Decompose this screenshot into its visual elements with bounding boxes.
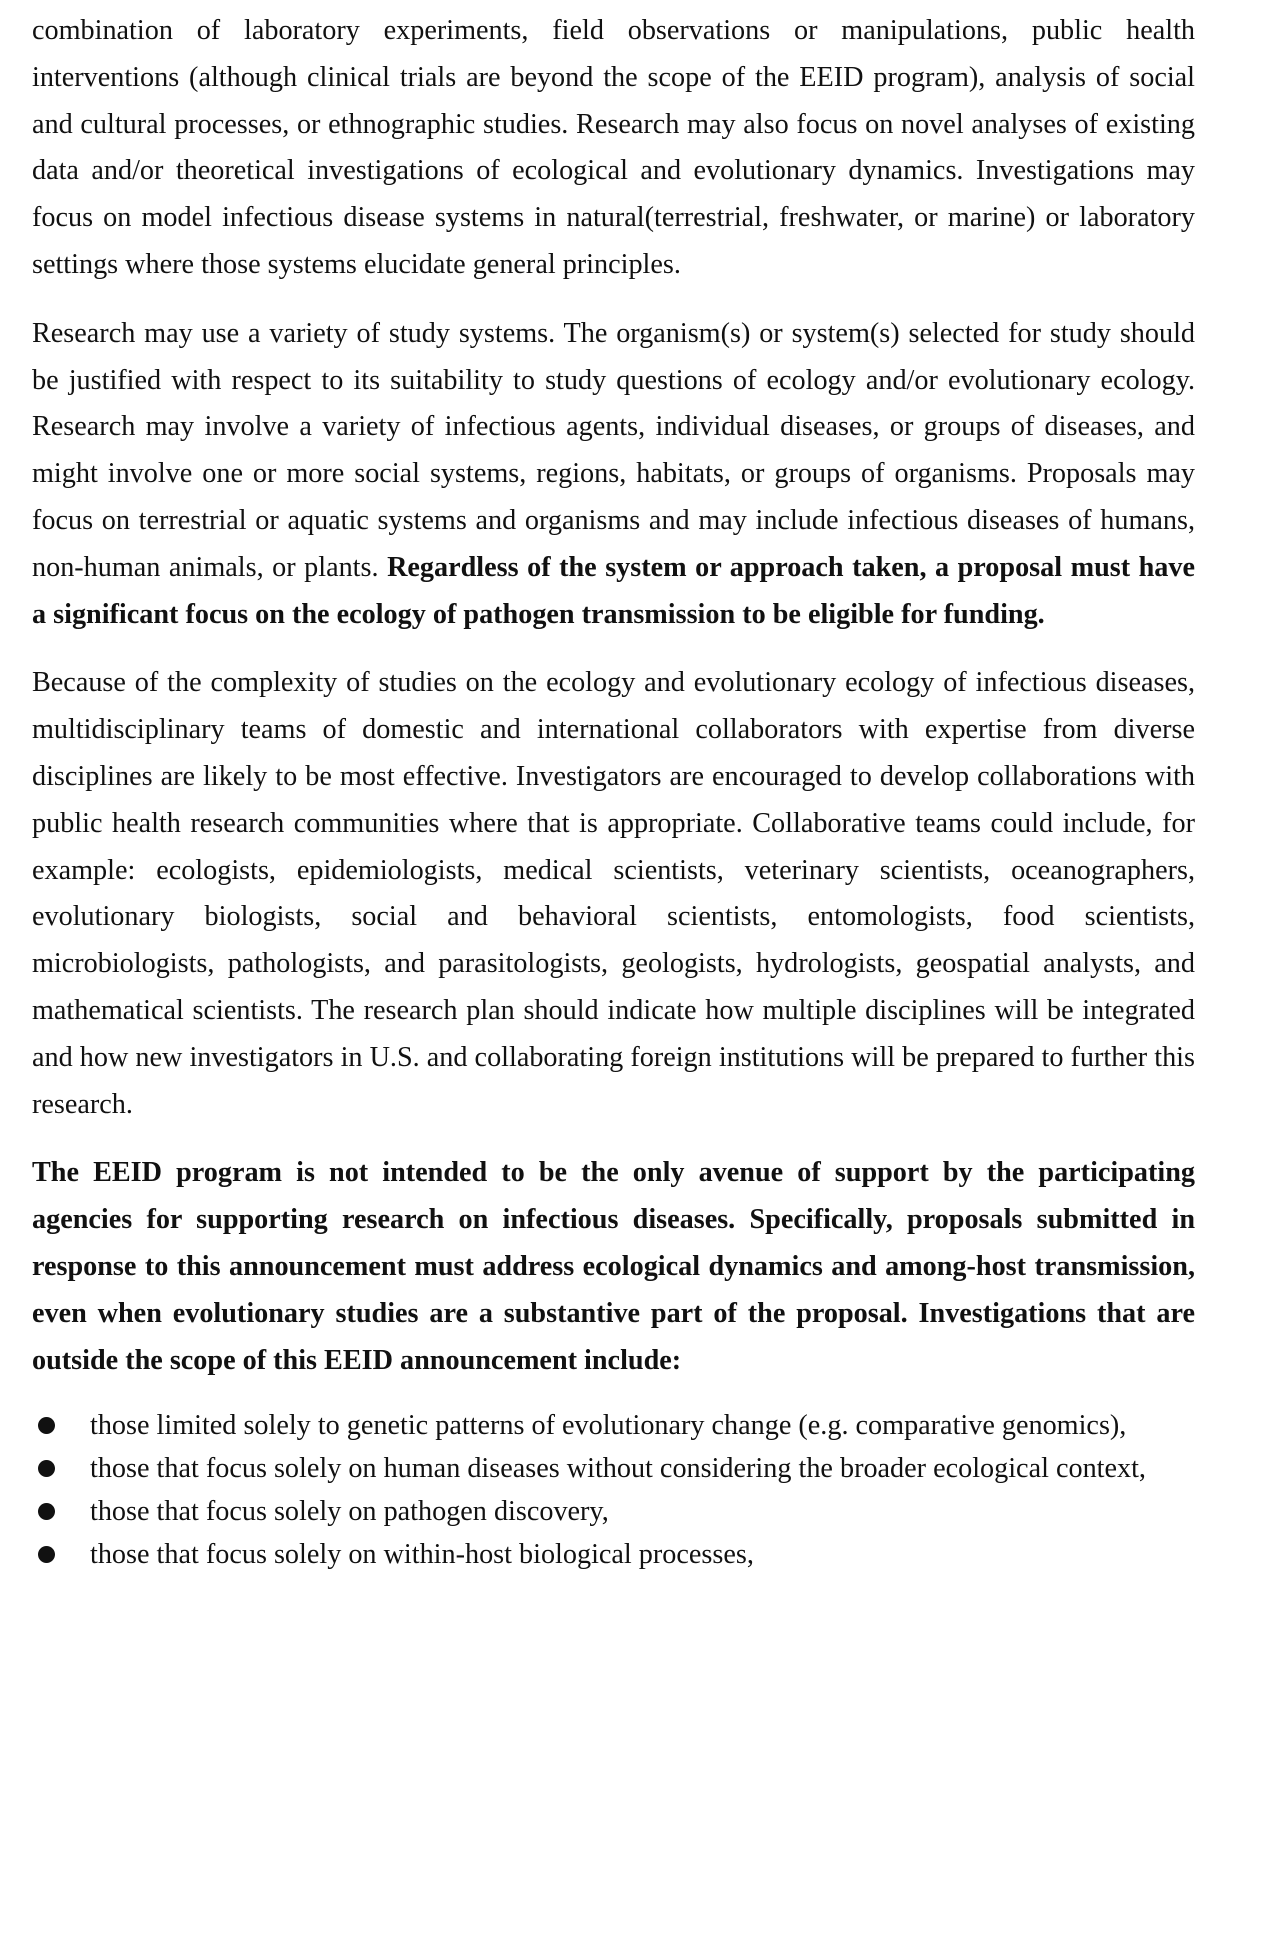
list-item <box>32 1404 1195 1447</box>
bullet-icon <box>38 1503 55 1520</box>
list-item-text: those that focus solely on pathogen discovery, <box>90 1496 609 1528</box>
bullet-icon <box>38 1460 55 1477</box>
document-page <box>32 8 1195 1576</box>
list-item-text: those that focus solely on within-host biological processes, <box>90 1539 754 1571</box>
bullet-icon <box>38 1546 55 1563</box>
list-item <box>32 1533 1195 1576</box>
out-of-scope-list <box>32 1404 1195 1576</box>
list-item <box>32 1490 1195 1533</box>
paragraph-study-systems <box>32 311 1195 639</box>
paragraph-program-scope: The EEID program is not intended to be the only avenue of support by the participating agencies for supporting research on infectious diseases. Specifically, proposals submitted in response to this announcement must address ecological dynamics and among-host transmission, even when evolutionary studies are a substantive part of the proposal. Investigations that are outside the scope of this EEID announcement include: <box>32 1157 1195 1376</box>
paragraph-study-systems-text: Research may use a variety of study systems. The organism(s) or system(s) selected for study should be justified with respect to its suitability to study questions of ecology and/or evolutionary ecology. Research may involve a variety of infectious agents, individual diseases, or groups of diseases, and might involve one or more social systems, regions, habitats, or groups of organisms. Proposals may focus on terrestrial or aquatic systems and organisms and may include infectious diseases of humans, non-human animals, or plants. <box>32 317 1195 583</box>
paragraph-study-methods: combination of laboratory experiments, field observations or manipulations, public health interventions (although clinical trials are beyond the scope of the EEID program), analysis of social and cultural processes, or ethnographic studies. Research may also focus on novel analyses of existing data and/or theoretical investigations of ecological and evolutionary dynamics. Investigations may focus on model infectious disease systems in natural(terrestrial, freshwater, or marine) or laboratory settings where those systems elucidate general principles. <box>32 15 1195 280</box>
list-item-text: those that focus solely on human diseases without considering the broader ecological context, <box>90 1453 1146 1485</box>
list-item <box>32 1447 1195 1490</box>
bullet-icon <box>38 1417 55 1434</box>
paragraph-multidisciplinary-teams: Because of the complexity of studies on the ecology and evolutionary ecology of infectious diseases, multidisciplinary teams of domestic and international collaborators with expertise from diverse disciplines are likely to be most effective. Investigators are encouraged to develop collaborations with public health research communities where that is appropriate. Collaborative teams could include, for example: ecologists, epidemiologists, medical scientists, veterinary scientists, oceanographers, evolutionary biologists, social and behavioral scientists, entomologists, food scientists, microbiologists, pathologists, and parasitologists, geologists, hydrologists, geospatial analysts, and mathematical scientists. The research plan should indicate how multiple disciplines will be integrated and how new investigators in U.S. and collaborating foreign institutions will be prepared to further this research. <box>32 667 1195 1120</box>
eligibility-statement: Regardless of the system or approach taken, a proposal must have a significant focus on the ecology of pathogen transmission to be eligible for funding. <box>32 551 1196 630</box>
list-item-text: those limited solely to genetic patterns of evolutionary change (e.g. comparative genomics), <box>90 1410 1127 1442</box>
